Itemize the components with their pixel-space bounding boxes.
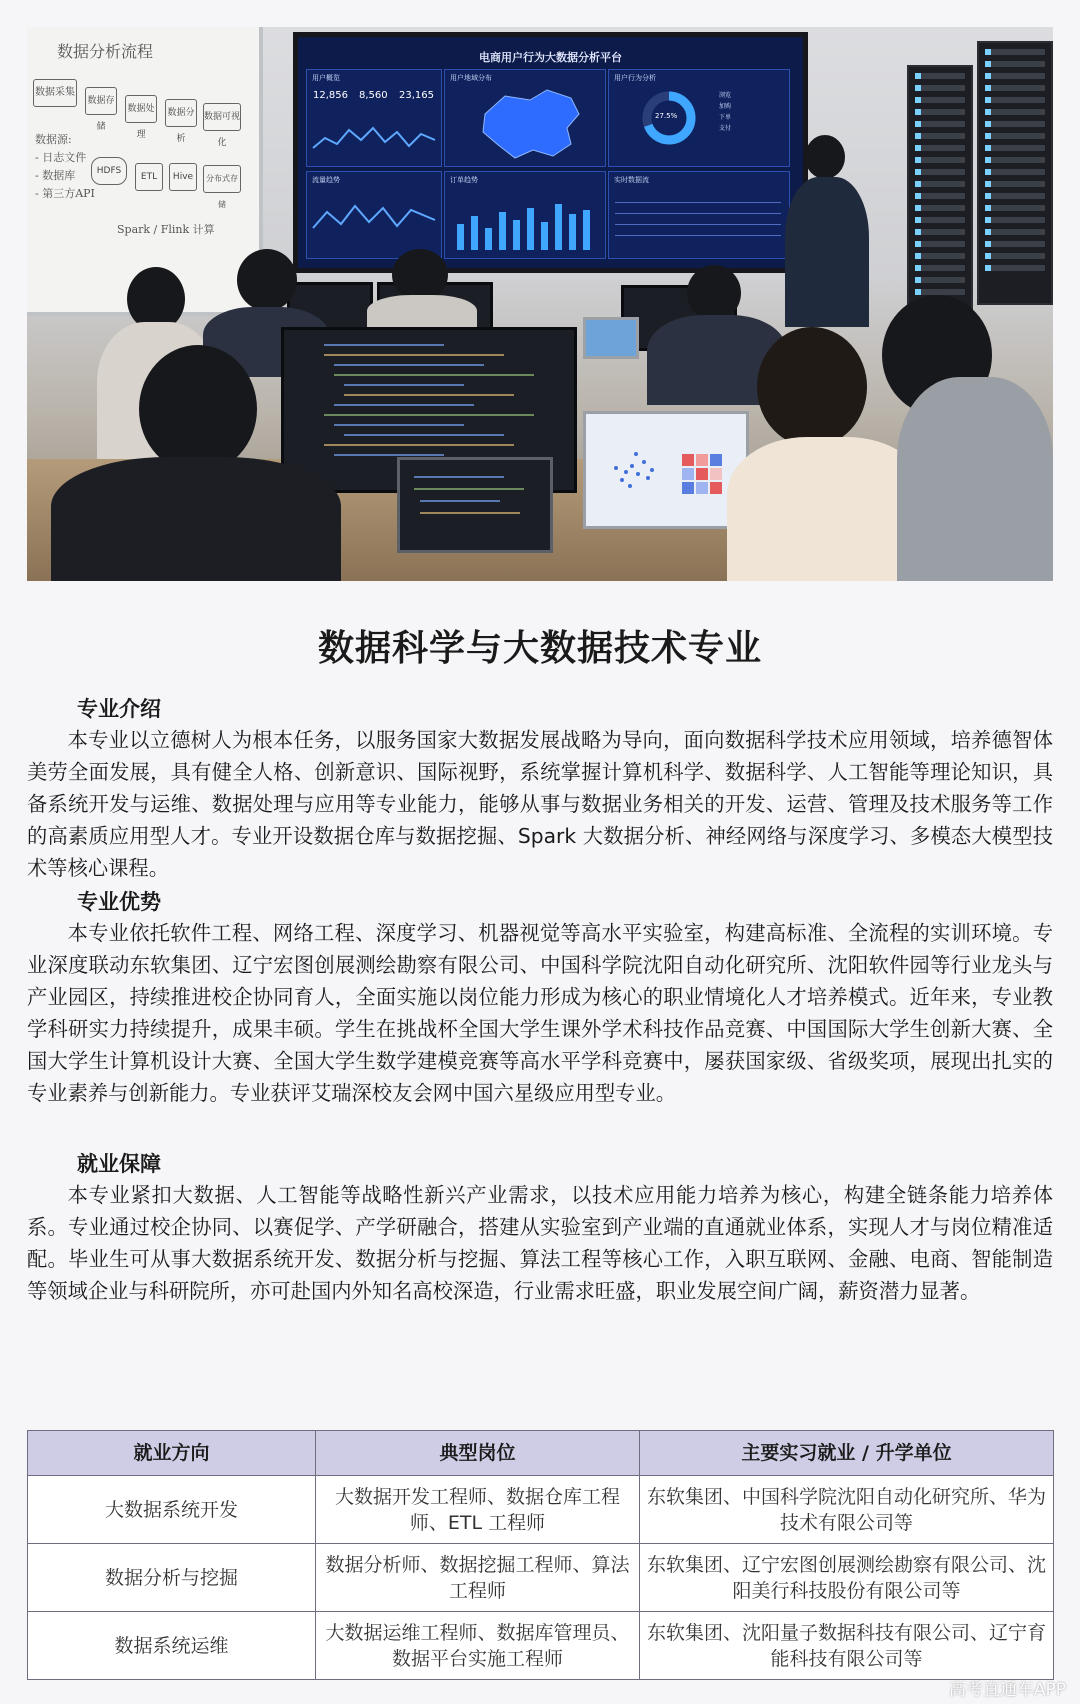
bar-chart-icon [453,194,597,250]
table-header-cell: 典型岗位 [316,1431,640,1476]
scatter-heatmap-icon [586,414,746,526]
student-head [392,249,448,301]
student-body [51,457,341,581]
panel-title: 用户地域分布 [450,74,492,82]
viz-laptop [583,411,749,529]
flow-step: 数据可视化 [203,103,241,131]
panel-title: 流量趋势 [312,176,340,184]
line-chart-icon [313,120,435,156]
kpi-value: 12,856 [313,90,348,101]
line-chart-icon [313,198,435,242]
tool-box: HDFS [91,157,127,185]
page-title: 数据科学与大数据技术专业 [317,628,762,669]
table-header-cell: 就业方向 [28,1431,316,1476]
legend-item: 下单 [719,114,732,121]
flow-step: 数据采集 [33,79,77,107]
table-cell: 数据分析师、数据挖掘工程师、算法工程师 [316,1544,640,1612]
table-cell: 数据系统运维 [28,1612,316,1680]
section-heading-intro: 专业介绍 [77,697,161,721]
compute-note: Spark / Flink 计算 [117,223,215,236]
panel-title: 实时数据流 [614,176,649,184]
panel-title: 用户行为分析 [614,74,656,82]
student-head [757,327,867,447]
table-row [28,1476,1054,1544]
watermark: 高考直通车APP [948,1680,1066,1700]
student-head [237,249,297,311]
dashboard-title: 电商用户行为大数据分析平台 [479,51,622,64]
source-item: - 日志文件 [35,151,87,164]
table-cell: 数据分析与挖掘 [28,1544,316,1612]
server-rack [977,41,1053,305]
flow-step: 数据存储 [85,87,117,115]
classroom-photo [27,27,1053,581]
panel-orders [444,171,606,259]
student-head [139,345,257,473]
whiteboard-title: 数据分析流程 [57,42,154,61]
table-cell: 大数据开发工程师、数据仓库工程师、ETL 工程师 [316,1476,640,1544]
china-map-icon [475,84,585,162]
tool-box: ETL [135,163,163,191]
section-text-intro: 本专业以立德树人为根本任务，以服务国家大数据发展战略为导向，面向数据科学技术应用领域，培养德智体美劳全面发展，具有健全人格、创新意识、国际视野，系统掌握计算机科学、数据科学、人工智能等理论知识，具备系统开发与运维、数据处理与应用等专业能力，能够从事与数据业务相关的开发、运营、管理及技术服务等工作的高素质应用型人才。专业开设数据仓库与数据挖掘、Spark 大数据分析、神经网络与深度学习、多模态大模型技术等核心课程。 [27,728,1053,880]
kpi-value: 8,560 [359,90,388,101]
table-row [28,1612,1054,1680]
table-row [28,1544,1054,1612]
donut-value: 27.5% [655,112,678,120]
panel-realtime [608,171,790,259]
table-cell: 东软集团、沈阳量子数据科技有限公司、辽宁育能科技有限公司等 [640,1612,1054,1680]
section-heading-advantages: 专业优势 [77,890,161,914]
back-laptop [583,317,639,359]
panel-region-map [444,69,606,167]
flow-step: 数据处理 [125,95,157,123]
section-text-employment: 本专业紧扣大数据、人工智能等战略性新兴产业需求，以技术应用能力培养为核心，构建全链条能力培养体系。专业通过校企协同、以赛促学、产学研融合，搭建从实验室到产业端的直通就业体系，实现人才与岗位精准适配。毕业生可从事大数据系统开发、数据分析与挖掘、算法工程等核心工作，入职互联网、金融、电商、智能制造等领域企业与科研院所，亦可赴国内外知名高校深造，行业需求旺盛，职业发展空间广阔，薪资潜力显著。 [27,1183,1053,1303]
student-body [897,377,1053,581]
panel-behavior [608,69,790,167]
server-rack [907,65,973,329]
section-heading-employment: 就业保障 [77,1152,161,1176]
table-header-row [28,1431,1054,1476]
panel-title: 订单趋势 [450,176,478,184]
employment-table [27,1430,1054,1680]
presenter-body [785,177,869,327]
panel-title: 用户概览 [312,74,340,82]
flow-step: 数据分析 [165,99,197,127]
panel-user-overview [306,69,442,167]
tool-box: Hive [169,163,197,191]
table-header-cell: 主要实习就业 / 升学单位 [640,1431,1054,1476]
kpi-value: 23,165 [399,90,434,101]
table-cell: 大数据运维工程师、数据库管理员、数据平台实施工程师 [316,1612,640,1680]
tool-box: 分布式存储 [203,165,241,193]
table-cell: 大数据系统开发 [28,1476,316,1544]
sources-title: 数据源: [35,133,72,146]
table-cell: 东软集团、辽宁宏图创展测绘勘察有限公司、沈阳美行科技股份有限公司等 [640,1544,1054,1612]
legend-item: 浏览 [719,92,732,99]
panel-traffic [306,171,442,259]
code-laptop [397,457,553,553]
presenter-head [805,135,845,179]
legend-item: 加购 [719,103,732,110]
section-text-advantages: 本专业依托软件工程、网络工程、深度学习、机器视觉等高水平实验室，构建高标准、全流程的实训环境。专业深度联动东软集团、辽宁宏图创展测绘勘察有限公司、中国科学院沈阳自动化研究所、沈阳软件园等行业龙头与产业园区，持续推进校企协同育人，全面实施以岗位能力形成为核心的职业情境化人才培养模式。近年来，专业教学科研实力持续提升，成果丰硕。学生在挑战杯全国大学生课外学术科技作品竞赛、中国国际大学生创新大赛、全国大学生计算机设计大赛、全国大学生数学建模竞赛等高水平学科竞赛中，屡获国家级、省级奖项，展现出扎实的专业素养与创新能力。专业获评艾瑞深校友会网中国六星级应用型专业。 [27,921,1053,1105]
table-cell: 东软集团、中国科学院沈阳自动化研究所、华为技术有限公司等 [640,1476,1054,1544]
source-item: - 数据库 [35,169,76,182]
source-item: - 第三方API [35,187,95,200]
student-head [687,265,741,321]
dashboard-screen [293,32,808,273]
legend-item: 支付 [719,125,732,132]
